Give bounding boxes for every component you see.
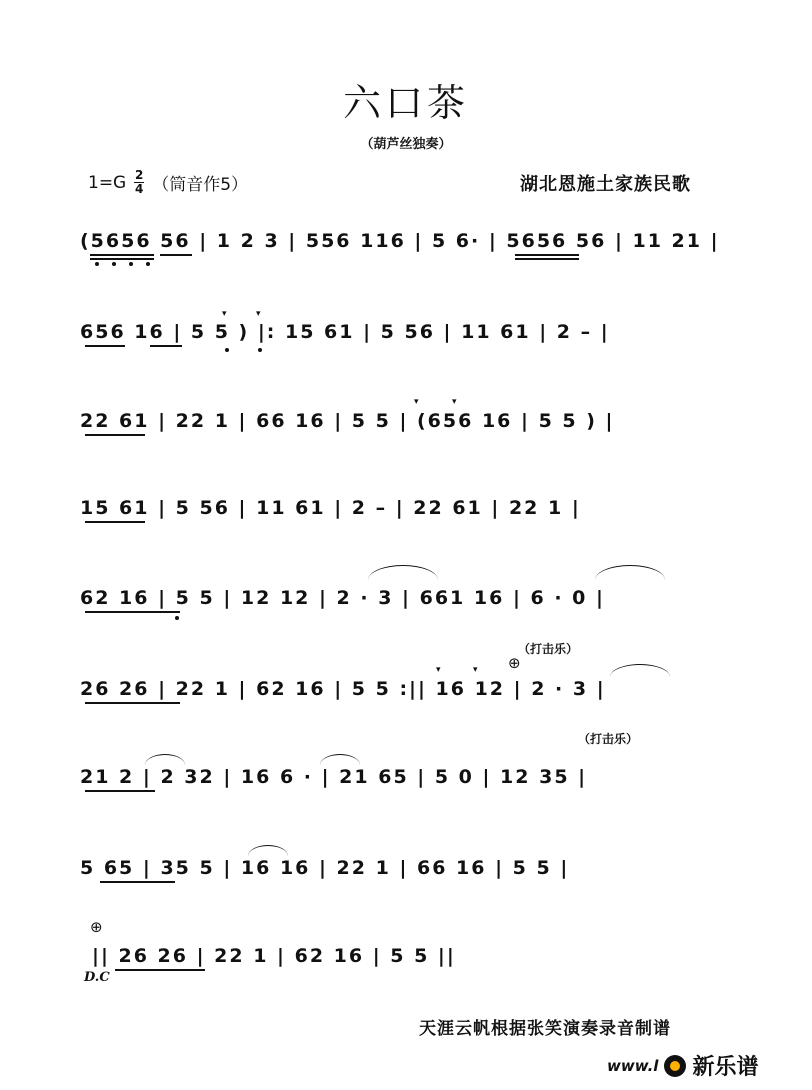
song-source: 湖北恩施土家族民歌 xyxy=(520,174,691,195)
slur-arc xyxy=(320,754,360,765)
row-text: (5656 56 | 1 2 3 | 556 116 | 5 6· | 5656 56 | 11 21 | xyxy=(80,230,720,252)
slur-arc xyxy=(368,565,438,580)
score-row-1 xyxy=(80,230,730,254)
dc-mark: D.C xyxy=(84,970,110,985)
octave-dot xyxy=(129,262,133,266)
transcription-credit: 天涯云帆根据张笑演奏录音制谱 xyxy=(419,1019,671,1039)
record-logo-icon xyxy=(664,1055,686,1077)
page-subtitle: （葫芦丝独奏） xyxy=(360,137,452,152)
slur-arc xyxy=(248,845,288,856)
row-text: 5 65 | 35 5 | 16 16 | 22 1 | 66 16 | 5 5 | xyxy=(80,857,570,879)
score-row-5 xyxy=(80,587,730,611)
row-text: 62 16 | 5 5 | 12 12 | 2 · 3 | 661 16 | 6 · 0 | xyxy=(80,587,605,609)
rhythm-underline xyxy=(85,345,125,347)
time-top: 2 xyxy=(135,168,144,182)
watermark xyxy=(607,1050,758,1081)
score-row-3 xyxy=(80,410,730,434)
octave-dot xyxy=(146,262,150,266)
score-row-4 xyxy=(80,497,730,521)
rhythm-underline xyxy=(515,258,579,260)
watermark-brand: 新乐谱 xyxy=(692,1055,759,1080)
octave-dot xyxy=(175,616,179,620)
time-signature xyxy=(134,170,144,195)
row-text: 26 26 | 22 1 | 62 16 | 5 5 :|| 16 12 | 2 · 3 | xyxy=(80,678,606,700)
rhythm-underline xyxy=(160,254,192,256)
accent-mark: ▾ xyxy=(473,665,478,675)
octave-dot xyxy=(112,262,116,266)
key-prefix: 1=G xyxy=(88,172,127,193)
time-bottom: 4 xyxy=(135,182,144,196)
accent-mark: ▾ xyxy=(436,665,441,675)
rhythm-underline xyxy=(100,881,175,883)
row-text: 22 61 | 22 1 | 66 16 | 5 5 | (656 16 | 5 5 ) | xyxy=(80,410,615,432)
row-text: 15 61 | 5 56 | 11 61 | 2 – | 22 61 | 22 1 | xyxy=(80,497,581,519)
slur-arc xyxy=(145,754,185,765)
page-title: 六口茶 xyxy=(342,81,469,125)
coda-icon: ⊕ xyxy=(90,918,103,936)
score-row-6 xyxy=(80,678,730,702)
score-row-7 xyxy=(80,766,730,790)
octave-dot xyxy=(225,348,229,352)
accent-mark: ▾ xyxy=(256,309,261,319)
accent-mark: ▾ xyxy=(222,309,227,319)
row-text: 656 16 | 5 5 ) |: 15 61 | 5 56 | 11 61 | 2 – | xyxy=(80,321,610,343)
score-row-2 xyxy=(80,321,730,345)
rhythm-underline xyxy=(85,611,180,613)
watermark-url: www.l xyxy=(607,1056,659,1075)
row-text: || 26 26 | 22 1 | 62 16 | 5 5 || xyxy=(92,945,456,967)
score-row-9 xyxy=(92,945,742,969)
rhythm-underline xyxy=(115,969,205,971)
rhythm-underline xyxy=(90,254,154,256)
rhythm-underline xyxy=(85,790,155,792)
key-signature xyxy=(88,170,248,195)
octave-dot xyxy=(258,348,262,352)
rhythm-underline xyxy=(85,434,145,436)
rhythm-underline xyxy=(90,258,154,260)
rhythm-underline xyxy=(85,521,145,523)
percussion-label-2: （打击乐） xyxy=(578,732,639,746)
row-text: 21 2 | 2 32 | 16 6 · | 21 65 | 5 0 | 12 35 | xyxy=(80,766,588,788)
score-row-8 xyxy=(80,857,730,881)
rhythm-underline xyxy=(150,345,182,347)
coda-icon: ⊕ xyxy=(508,654,521,672)
key-note: （筒音作5） xyxy=(152,175,249,195)
percussion-label-1: （打击乐） xyxy=(518,642,579,656)
slur-arc xyxy=(595,565,665,580)
accent-mark: ▾ xyxy=(414,397,419,407)
rhythm-underline xyxy=(85,702,180,704)
slur-arc xyxy=(610,664,670,677)
accent-mark: ▾ xyxy=(452,397,457,407)
octave-dot xyxy=(95,262,99,266)
rhythm-underline xyxy=(515,254,579,256)
